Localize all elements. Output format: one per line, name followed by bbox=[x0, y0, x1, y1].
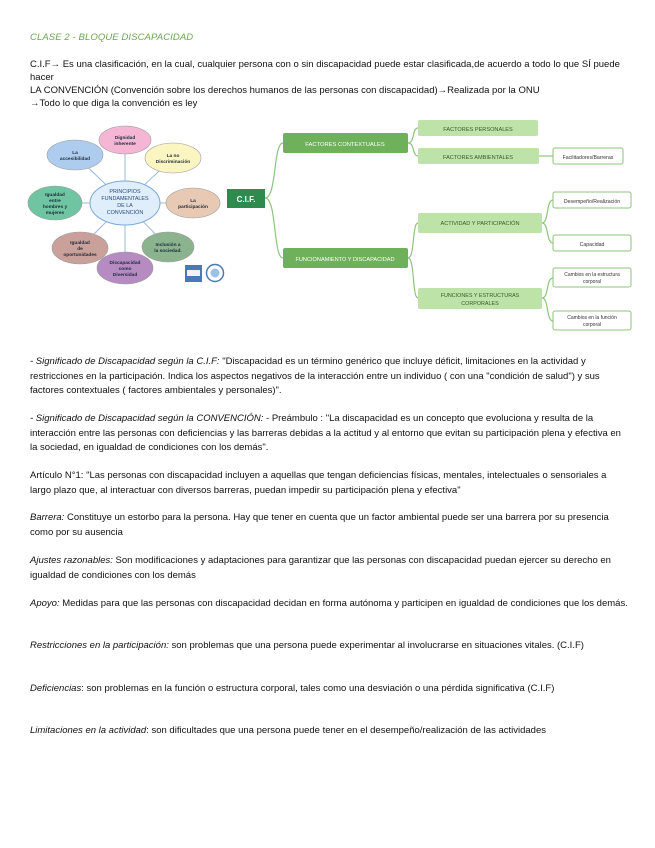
funciones-label-2: CORPORALES bbox=[461, 301, 499, 307]
intro-line-cif: C.I.F→ Es una clasificación, en la cual, cualquier persona con o sin discapacidad puede estar clasificada,de acuerdo a todo lo que SÍ puede hacer bbox=[30, 59, 620, 83]
term-text: : son problemas en la función o estructura corporal, tales como una desviación o una pérdida significativa (C.I.F) bbox=[81, 683, 555, 694]
principle-label: Igualdad bbox=[70, 241, 90, 246]
term-text: : son dificultades que una persona puede tener en el desempeño/realización de las actividades bbox=[146, 725, 546, 736]
actividad-label: ACTIVIDAD Y PARTICIPACIÓN bbox=[440, 221, 520, 227]
paragraph-barrera bbox=[30, 511, 628, 540]
term-text: Artículo N°1: "Las personas con discapacidad incluyen a aquellas que tengan deficiencias físicas, mentales, intelectuales o sensoriales a largo plazo que, al interactuar con diversos barreras, puedan impedir su participación plena y efectiva" bbox=[30, 470, 607, 496]
center-label-1: PRINCIPIOS bbox=[109, 189, 141, 195]
funcionamiento-label: FUNCIONAMIENTO Y DISCAPACIDAD bbox=[295, 257, 395, 263]
principle-label: la sociedad. bbox=[154, 249, 182, 254]
center-label-4: CONVENCIÓN bbox=[106, 210, 144, 216]
principle-label: accesibilidad bbox=[59, 157, 91, 162]
principle-label: La bbox=[190, 199, 196, 204]
desempeno-label: Desempeño/Realización bbox=[563, 199, 621, 205]
paragraph-ajustes bbox=[30, 554, 628, 583]
cambios-estructura-label-1: Cambios en la estructura bbox=[564, 272, 620, 278]
funciones-label-1: FUNCIONES Y ESTRUCTURAS bbox=[440, 293, 520, 299]
paragraph-articulo bbox=[30, 469, 628, 498]
term-label: Apoyo: bbox=[30, 598, 60, 609]
paragraph-restricciones bbox=[30, 639, 628, 654]
paragraph-limitaciones bbox=[30, 724, 628, 739]
diagram bbox=[25, 118, 640, 343]
center-label-3: DE LA bbox=[117, 203, 133, 209]
intro-line-convencion: LA CONVENCIÓN (Convención sobre los derechos humanos de las personas con discapacidad)→Realizada por la ONU bbox=[30, 85, 540, 96]
term-label: Barrera: bbox=[30, 512, 65, 523]
center-label-2: FUNDAMENTALES bbox=[101, 196, 149, 202]
page-title: CLASE 2 - BLOQUE DISCAPACIDAD bbox=[30, 32, 194, 43]
factores-ambientales-label: FACTORES AMBIENTALES bbox=[442, 155, 514, 161]
principle-label: mujeres bbox=[45, 211, 65, 216]
term-label: Deficiencias bbox=[30, 683, 82, 694]
principle-label: Discapacidad bbox=[109, 261, 141, 266]
term-text: son problemas que una persona puede experimentar al involucrarse en situaciones vitales. (C.I.F) bbox=[168, 640, 584, 651]
paragraph-cif bbox=[30, 355, 628, 399]
principle-label: Diversidad bbox=[112, 273, 138, 278]
term-text: "Discapacidad es un término genérico que incluye déficit, limitaciones en la actividad y restricciones en la participación. Indica los aspectos negativos de la interacción entre un individuo ( con una "condición de salud") y sus factores contextuales ( factores ambientales y personales)". bbox=[30, 356, 600, 396]
term-text: Medidas para que las personas con discapacidad decidan en forma autónoma y participen en igualdad de condiciones que los demás. bbox=[59, 598, 628, 609]
un-logo-globe bbox=[211, 269, 220, 278]
term-label: Ajustes razonables: bbox=[30, 555, 113, 566]
principle-label: La no bbox=[166, 154, 180, 159]
principle-label: oportunidades bbox=[63, 253, 97, 258]
term-text: - Preámbulo : "La discapacidad es un concepto que evoluciona y resulta de la interacción entre las personas con deficiencias y las barreras debidas a la actitud y al entorno que evitan su participación plena y efectiva en la sociedad, en igualdad de condiciones con los demás". bbox=[30, 413, 621, 453]
paragraph-convencion bbox=[30, 412, 628, 456]
cambios-funcion-label-1: Cambios en la función bbox=[567, 315, 617, 321]
principle-label: de bbox=[77, 247, 83, 252]
cambios-estructura-label-2: corporal bbox=[582, 279, 602, 285]
principle-label: La bbox=[72, 151, 78, 156]
diagram-svg bbox=[25, 118, 640, 343]
term-label: - Significado de Discapacidad según la C.I.F: bbox=[30, 356, 220, 367]
paragraph-apoyo bbox=[30, 597, 628, 612]
term-text: Constituye un estorbo para la persona. Hay que tener en cuenta que un factor ambiental puede ser una barrera por su presencia como por su ausencia bbox=[30, 512, 609, 538]
factores-personales-label: FACTORES PERSONALES bbox=[443, 127, 513, 133]
principle-label: como bbox=[118, 267, 132, 272]
factores-contextuales-label: FACTORES CONTEXTUALES bbox=[305, 142, 385, 148]
term-text: Son modificaciones y adaptaciones para garantizar que las personas con discapacidad puedan ejercer su derecho en igualdad de condiciones con los demás bbox=[30, 555, 611, 581]
principle-label: inherente bbox=[114, 142, 136, 147]
facilitadores-label: Facilitadores/Barreras bbox=[562, 155, 614, 161]
principle-label: Dignidad bbox=[114, 136, 136, 141]
cambios-funcion-label-2: corporal bbox=[582, 322, 602, 328]
principle-label: Discriminación bbox=[155, 160, 191, 165]
intro-line-ley: →Todo lo que diga la convención es ley bbox=[30, 98, 198, 109]
cif-tree bbox=[227, 120, 631, 330]
capacidad-label: Capacidad bbox=[579, 242, 605, 248]
principle-label: participación bbox=[178, 205, 208, 210]
intro-block bbox=[30, 58, 630, 110]
paragraph-deficiencias bbox=[30, 682, 628, 697]
principle-label: entre bbox=[49, 199, 61, 204]
term-label: Limitaciones en la actividad bbox=[30, 725, 147, 736]
term-label: - Significado de Discapacidad según la CONVENCIÓN: bbox=[30, 413, 264, 424]
principles-flower bbox=[28, 126, 224, 284]
principle-label: Inclusión a bbox=[155, 243, 181, 248]
principle-label: hombres y bbox=[42, 205, 68, 210]
principle-label: Igualdad bbox=[45, 193, 65, 198]
logo-icon-1-band bbox=[187, 270, 200, 276]
term-label: Restricciones en la participación: bbox=[30, 640, 169, 651]
cif-label: C.I.F. bbox=[236, 195, 256, 204]
